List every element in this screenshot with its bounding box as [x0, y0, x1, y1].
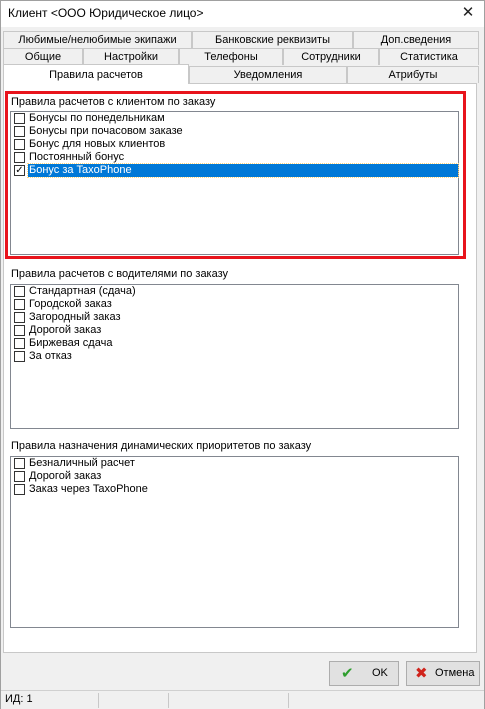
list-item-label: Загородный заказ: [29, 311, 121, 323]
status-cell: [169, 693, 289, 708]
list-item-label: Безналичный расчет: [29, 457, 135, 469]
list-item-label: Постоянный бонус: [29, 151, 125, 163]
priority-rules-label: Правила назначения динамических приоритетов по заказу: [11, 440, 312, 452]
list-item[interactable]: [11, 457, 458, 470]
list-item[interactable]: [11, 337, 458, 350]
list-item-label: Бонусы при почасовом заказе: [29, 125, 183, 137]
list-item-label: Городской заказ: [29, 298, 112, 310]
checkbox[interactable]: [14, 338, 25, 349]
checkbox[interactable]: [14, 351, 25, 362]
ok-button[interactable]: [329, 661, 399, 686]
driver-rules-label: Правила расчетов с водителями по заказу: [11, 268, 229, 280]
title-bar: [1, 1, 484, 27]
tab-general[interactable]: Общие: [3, 48, 83, 65]
tab-statistics[interactable]: Статистика: [379, 48, 479, 65]
list-item[interactable]: [11, 311, 458, 324]
list-item-label: Дорогой заказ: [29, 470, 102, 482]
list-item[interactable]: [11, 350, 458, 363]
list-item[interactable]: [11, 285, 458, 298]
tab-payment-rules[interactable]: Правила расчетов: [3, 64, 189, 84]
tab-row-1: [3, 31, 479, 48]
tab-favorite-crews[interactable]: Любимые/нелюбимые экипажи: [3, 31, 192, 48]
list-item-label: Бонус для новых клиентов: [29, 138, 166, 150]
client-rules-label: Правила расчетов с клиентом по заказу: [11, 96, 216, 108]
highlight-box: [5, 91, 466, 259]
tab-bank-details[interactable]: Банковские реквизиты: [192, 31, 353, 48]
checkbox[interactable]: [14, 312, 25, 323]
checkbox[interactable]: [14, 286, 25, 297]
list-item-label: Стандартная (сдача): [29, 285, 136, 297]
priority-rules-list[interactable]: [10, 456, 459, 628]
cancel-button[interactable]: [406, 661, 480, 686]
cancel-button-label: Отмена: [435, 667, 475, 679]
list-item[interactable]: [11, 483, 458, 496]
tab-notifications[interactable]: Уведомления: [189, 66, 347, 83]
list-item-label: Биржевая сдача: [29, 337, 113, 349]
tab-attributes[interactable]: Атрибуты: [347, 66, 479, 83]
window-title: Клиент <ООО Юридическое лицо>: [8, 6, 204, 20]
list-item-label: Бонус за TaxoPhone: [28, 164, 458, 177]
list-item-label: Заказ через TaxoPhone: [29, 483, 148, 495]
tab-row-3: [3, 66, 479, 83]
checkbox[interactable]: [14, 458, 25, 469]
status-cell: [1, 693, 99, 708]
tab-employees[interactable]: Сотрудники: [283, 48, 379, 65]
status-bar: [1, 690, 484, 709]
list-item[interactable]: [11, 298, 458, 311]
tab-row-2: [3, 48, 479, 65]
tab-extra-info[interactable]: Доп.сведения: [353, 31, 479, 48]
checkmark-icon: ✔: [341, 665, 354, 682]
list-item[interactable]: [11, 470, 458, 483]
checkbox-checked[interactable]: ✓: [15, 165, 24, 176]
checkbox[interactable]: [14, 471, 25, 482]
close-icon[interactable]: ✕: [461, 4, 475, 21]
checkbox[interactable]: [14, 484, 25, 495]
tab-settings[interactable]: Настройки: [83, 48, 179, 65]
red-x-icon: ✖: [415, 665, 428, 682]
ok-button-label: OK: [372, 667, 388, 679]
list-item-label: За отказ: [29, 350, 72, 362]
status-id: ИД: 1: [5, 693, 33, 705]
status-cell: [99, 693, 169, 708]
checkbox[interactable]: [14, 325, 25, 336]
list-item-label: Дорогой заказ: [29, 324, 102, 336]
checkbox[interactable]: [14, 299, 25, 310]
driver-rules-list[interactable]: [10, 284, 459, 429]
list-item-label: Бонусы по понедельникам: [29, 112, 165, 124]
tab-phones[interactable]: Телефоны: [179, 48, 283, 65]
list-item[interactable]: [11, 324, 458, 337]
